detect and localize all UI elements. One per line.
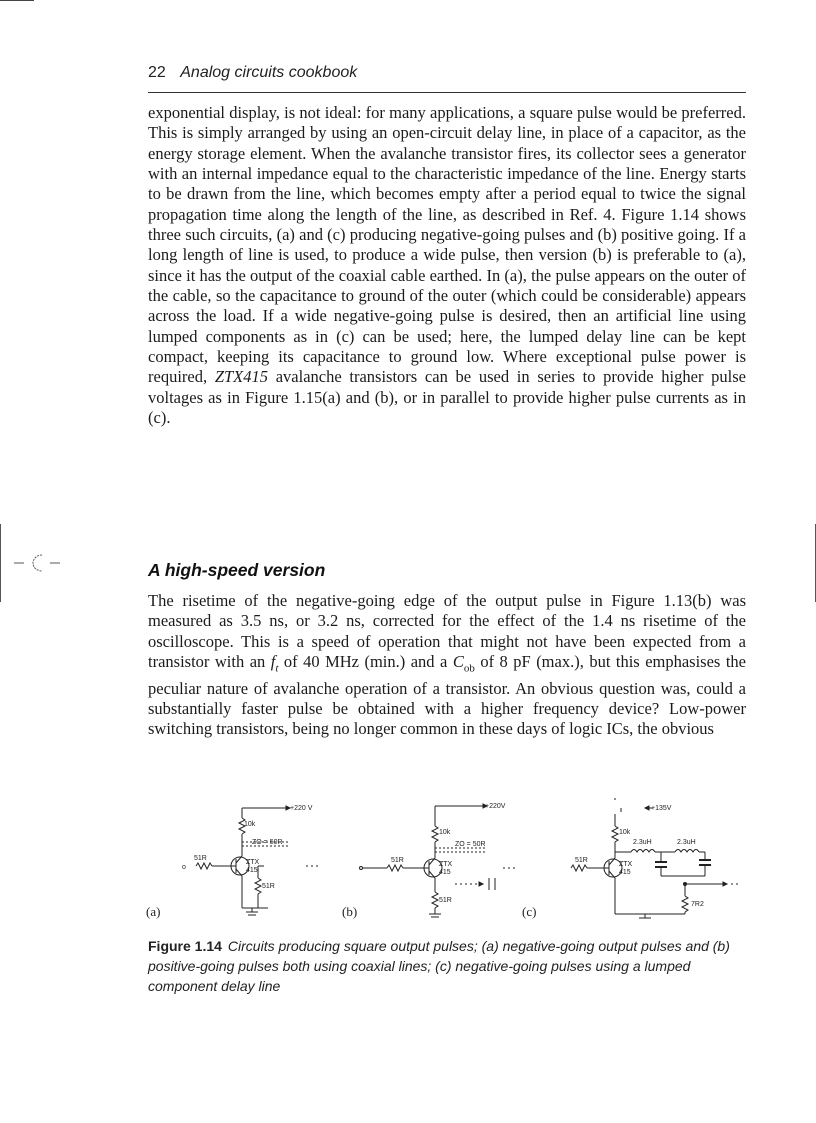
panel-label-c: (c) [522, 904, 537, 919]
circuit-c [535, 796, 750, 924]
paragraph-text: of 40 MHz (min.) and a [278, 652, 453, 672]
circuit-b [355, 796, 535, 924]
svg-text:10k: 10k [439, 829, 451, 836]
svg-text:7R2: 7R2 [691, 901, 704, 908]
svg-text:10k: 10k [619, 829, 631, 836]
panel-label-b: (b) [342, 904, 358, 919]
top-crop-line [0, 0, 34, 1]
symbol-cob: C [452, 652, 464, 672]
left-edge-mark [0, 524, 1, 602]
svg-text:51R: 51R [575, 857, 588, 864]
paragraph-text: avalanche transistors can be used in series to provide higher pulse voltages as in Figure 1.15(a) and (b), or in parallel to provide higher pulse currents as in (c). [148, 367, 746, 428]
section-heading: A high-speed version [148, 560, 326, 580]
running-header [148, 64, 357, 82]
svg-text:ZO = 50R: ZO = 50R [252, 839, 283, 846]
svg-text:10k: 10k [244, 821, 256, 828]
caption-label: Figure 1.14 [148, 938, 222, 954]
svg-text:2.3uH: 2.3uH [677, 839, 696, 846]
header-rule [148, 92, 746, 93]
symbol-ft-sub: t [275, 662, 279, 675]
svg-text:ZTX: ZTX [246, 859, 260, 866]
circuit-a [140, 796, 330, 924]
svg-text:51R: 51R [391, 857, 404, 864]
svg-text:+220 V: +220 V [290, 805, 313, 812]
svg-text:o: o [182, 864, 186, 871]
svg-text:415: 415 [619, 869, 631, 876]
svg-text:+220V: +220V [485, 803, 506, 810]
page-number: 22 [148, 64, 166, 81]
symbol-cob-sub: ob [463, 662, 475, 675]
svg-text:ZTX: ZTX [619, 861, 633, 868]
svg-text:415: 415 [439, 869, 451, 876]
panel-label-a: (a) [146, 904, 161, 919]
part-number: ZTX415 [214, 367, 268, 387]
paragraph-text: exponential display, is not ideal: for many applications, a square pulse would be preferred. This is simply arranged by using an open-circuit delay line, in place of a capacitor, as the energy storage element. When the avalanche transistor fires, its collector sees a generator with an internal impedance equal to the characteristic impedance of the line. Energy starts to be drawn from the line, which becomes empty after a period equal to twice the signal propagation time along the length of the line, as described in Ref. 4. Figure 1.14 shows three such circuits, (a) and (c) producing negative-going pulses and (b) positive going. If a long length of line is used, to produce a wide pulse, then version (b) is preferable to (a), since it has the output of the coaxial cable earthed. In (a), the pulse appears on the outer of the cable, so the capacitance to ground of the outer (which could be considerable) appears across the load. If a wide negative-going pulse is desired, then an artificial line using lumped components as in (c) can be used; here, the lumped delay line can be kept compact, keeping its capacitance to ground low. Where exceptional pulse power is required, [148, 103, 746, 387]
svg-text:2.3uH: 2.3uH [633, 839, 652, 846]
svg-text:51R: 51R [194, 855, 207, 862]
svg-text:415: 415 [246, 867, 258, 874]
svg-text:51R: 51R [439, 897, 452, 904]
svg-text:+135V: +135V [651, 805, 672, 812]
paragraph-text: of 8 pF (max.), but this emphasises the peculiar nature of avalanche operation of a transistor. An obvious question was, could a substantially faster pulse be obtained with a higher frequency device? Low-power switching transistors, being no longer common in these days of logic ICs, the obvious [148, 652, 746, 739]
svg-text:ZO = 50R: ZO = 50R [455, 841, 486, 848]
svg-text:51R: 51R [262, 883, 275, 890]
caption-text: Circuits producing square output pulses; (a) negative-going output pulses and (b) positive-going pulses both using coaxial lines; (c) negative-going pulses using a lumped component delay line [148, 938, 730, 994]
body-paragraph-1 [148, 103, 746, 429]
svg-text:ZTX: ZTX [439, 861, 453, 868]
body-paragraph-2 [148, 591, 746, 740]
figure-caption [148, 936, 748, 996]
registration-mark-icon [12, 550, 62, 576]
paragraph-text: The risetime of the negative-going edge of the output pulse in Figure 1.13(b) was measured as 3.5 ns, or 3.2 ns, corrected for the effect of the 1.4 ns risetime of the oscilloscope. This is a speed of operation that might not have been expected from a transistor with an [148, 591, 746, 672]
book-title: Analog circuits cookbook [180, 64, 358, 81]
symbol-ft: f [270, 652, 276, 672]
